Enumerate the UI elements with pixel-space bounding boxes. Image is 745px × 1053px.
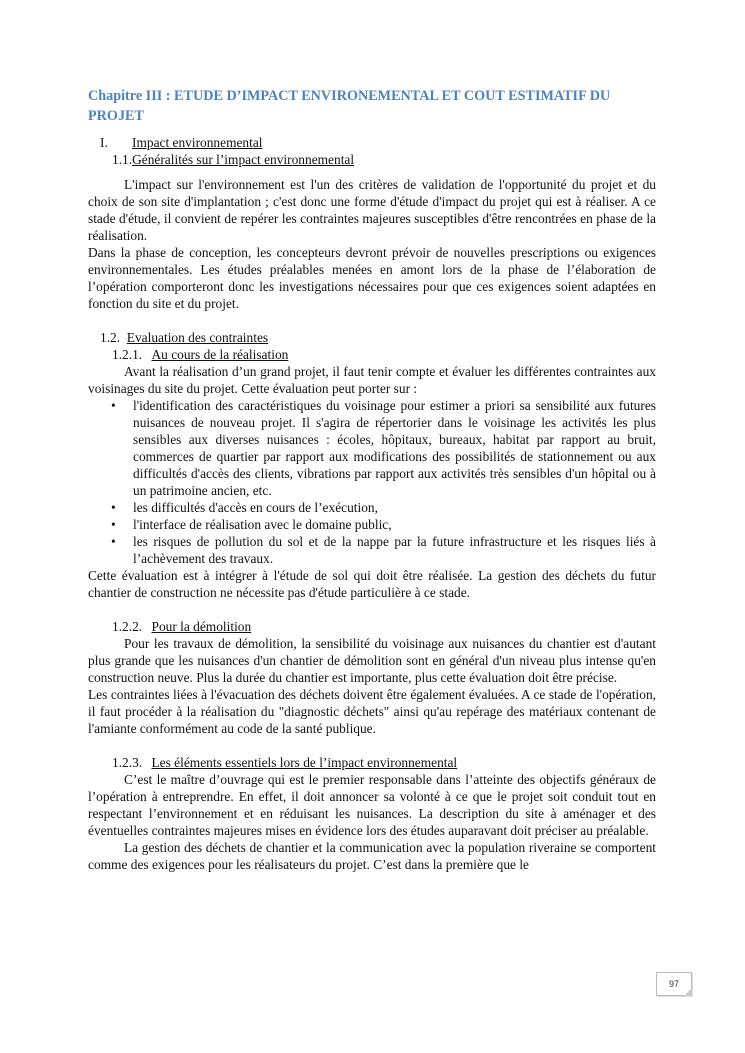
subsection-heading-1-2	[100, 329, 656, 346]
subsubsection-title: Pour la démolition	[151, 619, 252, 634]
list-item: • l'interface de réalisation avec le domaine public,	[111, 517, 392, 532]
paragraph: La gestion des déchets de chantier et la communication avec la population riveraine se comportent comme des exigences pour les réalisateurs du projet. C’est dans la première que le	[88, 840, 656, 872]
subsection-number: 1.1.	[112, 152, 133, 167]
bullet-icon: •	[111, 398, 116, 413]
list-item: • l'identification des caractéristiques du voisinage pour estimer a priori sa sensibilité aux futures nuisances de nouveau projet. Il s'agira de répertorier dans le voisinage les activités les plus sensibles aux diverses nuisances : écoles, hôpitaux, bureaux, habitat par rapport au bruit, commerces de quartier par rapport aux modifications des possibilités de stationnement ou aux difficultés d'accès des clients, vibrations par rapport aux activités très sensibles d'un hôpital ou à un patrimoine ancien, etc.	[111, 398, 656, 498]
chapter-title: Chapitre III : ETUDE D’IMPACT ENVIRONEMENTAL ET COUT ESTIMATIF DU PROJET	[88, 88, 611, 124]
bullet-list	[88, 397, 656, 567]
list-item: • les difficultés d'accès en cours de l’exécution,	[111, 500, 378, 515]
subsection-number: 1.2.	[100, 330, 121, 345]
paragraph: Les contraintes liées à l'évacuation des déchets doivent être également évaluées. A ce stade de l'opération, il faut procéder à la réalisation du "diagnostic déchets" ainsi qu'au repérage des matériaux contenant de l'amiante conformément au code de la santé publique.	[88, 687, 656, 736]
subsubsection-heading-1-2-3	[112, 754, 656, 771]
paragraph: L'impact sur l'environnement est l'un des critères de validation de l'opportunité du projet et du choix de son site d'implantation ; c'est donc une forme d'étude d'impact du projet qui est à réaliser. A ce stade d'étude, il convient de repérer les contraintes majeures susceptibles d'être rencontrées en phase de la réalisation.	[88, 177, 656, 243]
paragraph: Dans la phase de conception, les concepteurs devront prévoir de nouvelles prescriptions ou exigences environnementales. Les études préalables menées en amont lors de la phase de l’élaboration de l’opération comporteront donc les investigations nécessaires pour que ces exigences soient adaptées en fonction du site et du projet.	[88, 245, 656, 311]
subsubsection-number: 1.2.2.	[112, 619, 143, 634]
bullet-icon: •	[111, 517, 116, 532]
subsubsection-title: Au cours de la réalisation	[151, 347, 289, 362]
bullet-icon: •	[111, 500, 116, 515]
subsection-title: Evaluation des contraintes	[126, 330, 269, 345]
subsubsection-title: Les éléments essentiels lors de l’impact environnemental	[151, 755, 458, 770]
section-title: Impact environnemental	[132, 135, 263, 150]
page-number: 97	[656, 972, 692, 996]
subsubsection-number: 1.2.3.	[112, 755, 143, 770]
paragraph: Cette évaluation est à intégrer à l'étude de sol qui doit être réalisée. La gestion des déchets du futur chantier de construction ne nécessite pas d'étude particulière à ce stade.	[88, 568, 656, 600]
subsubsection-heading-1-2-1	[112, 346, 656, 363]
list-item: • les risques de pollution du sol et de la nappe par la future infrastructure et les risques liés à l’achèvement des travaux.	[111, 534, 656, 566]
subsubsection-number: 1.2.1.	[112, 347, 143, 362]
paragraph: Pour les travaux de démolition, la sensibilité du voisinage aux nuisances du chantier est d'autant plus grande que les nuisances d'un chantier de démolition sont en général d'un niveau plus intense qu'en construction neuve. Plus la durée du chantier est importante, plus cette évaluation doit être précise.	[88, 636, 656, 685]
section-heading-1	[100, 134, 656, 151]
subsection-heading-1-1	[112, 151, 656, 168]
paragraph: C’est le maître d’ouvrage qui est le premier responsable dans l’atteinte des objectifs généraux de l’opération à entreprendre. En effet, il doit annoncer sa volonté à ce que le projet soit conduit tout en respectant l’environnement et en réduisant les nuisances. La description du site à aménager et des éventuelles contraintes majeures mises en évidence lors des études auparavant doit préciser au préalable.	[88, 772, 656, 838]
bullet-icon: •	[111, 534, 116, 549]
subsection-title: Généralités sur l’impact environnemental	[132, 152, 355, 167]
section-number: I.	[100, 135, 108, 150]
document-page	[88, 86, 656, 873]
subsubsection-heading-1-2-2	[112, 618, 656, 635]
paragraph: Avant la réalisation d’un grand projet, il faut tenir compte et évaluer les différentes contraintes aux voisinages du site du projet. Cette évaluation peut porter sur :	[88, 364, 656, 396]
